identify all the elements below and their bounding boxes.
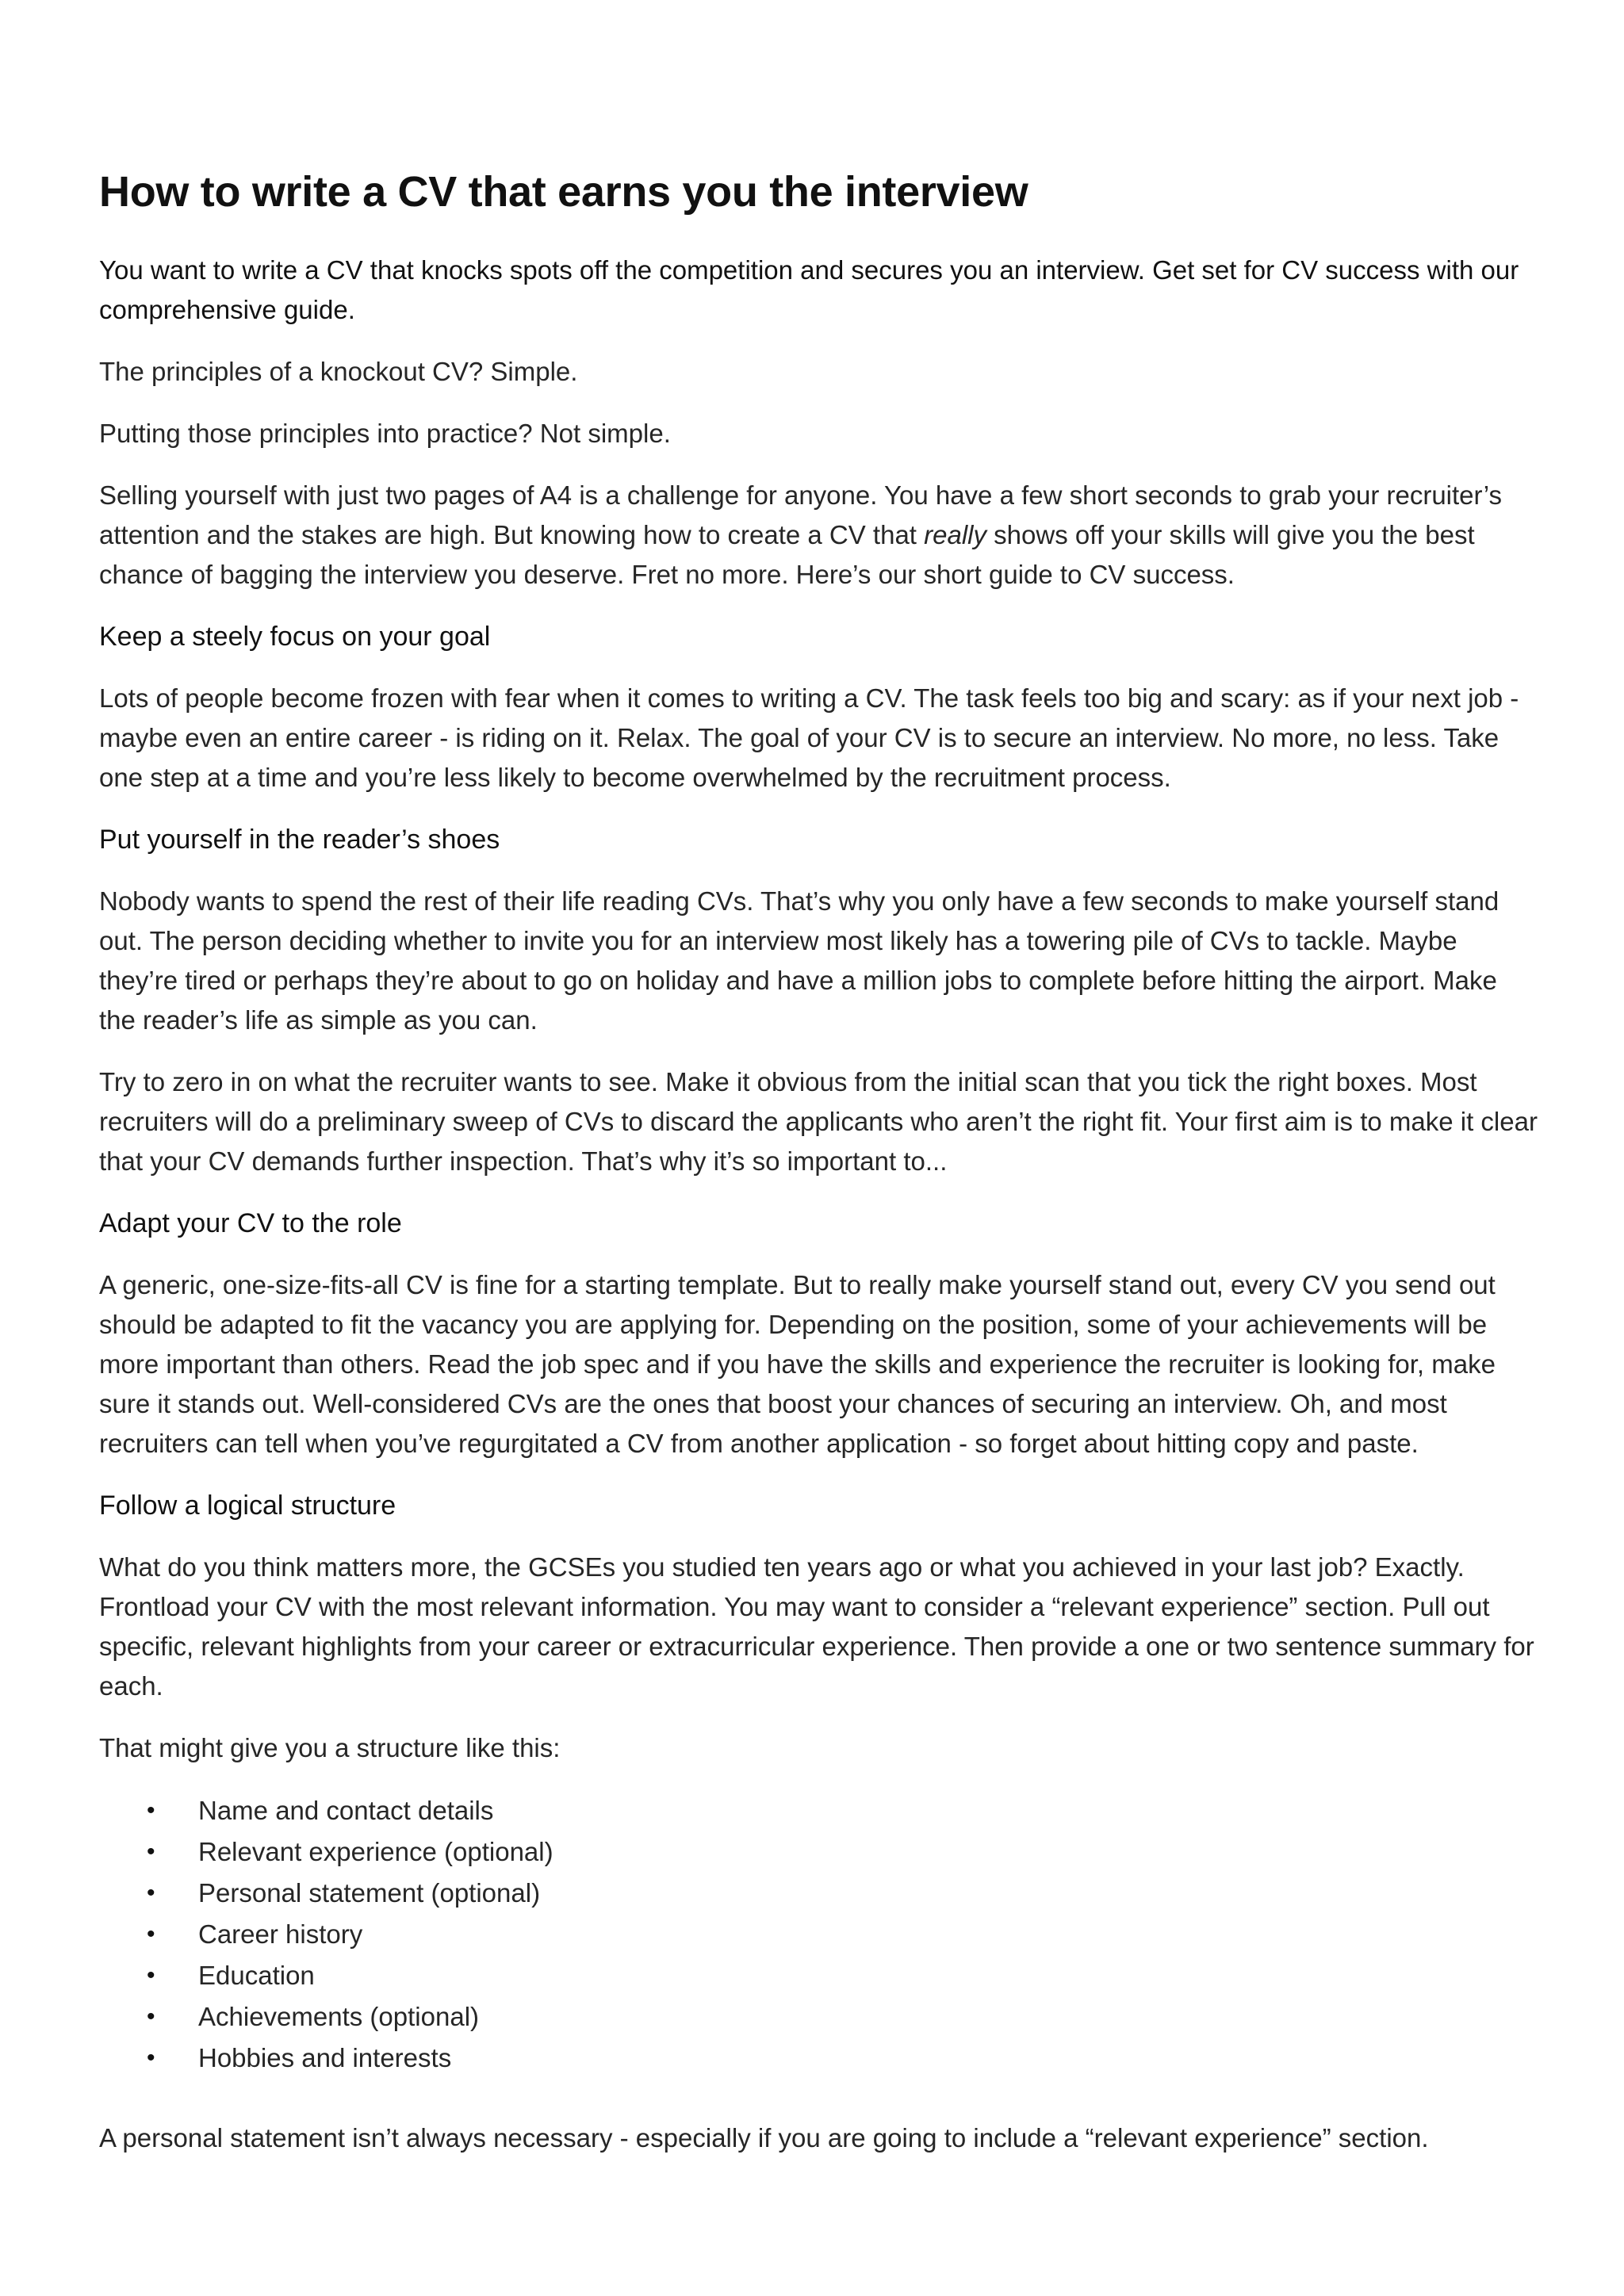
- section-goal-paragraph: Lots of people become frozen with fear when it comes to writing a CV. The task feels too big and scary: as if your next job - maybe even an entire career - is riding on it. Relax. The goal of your CV is to secure an interview. No more, no less. Take one step at a time and you’re less likely to become overwhelmed by the recruitment process.: [99, 683, 1519, 792]
- list-item: [99, 1996, 1538, 2038]
- section-structure-paragraph-1: What do you think matters more, the GCSEs you studied ten years ago or what you achieved in your last job? Exactly. Frontload your CV with the most relevant information. You may want to consider a “relevant experience” section. Pull out specific, relevant highlights from your career or extracurricular experience. Then provide a one or two sentence summary for each.: [99, 1552, 1534, 1701]
- bullet-icon: •: [147, 1880, 155, 1906]
- section-heading-structure: Follow a logical structure: [99, 1490, 396, 1521]
- bullet-icon: •: [147, 1962, 155, 1988]
- opening-p3-emphasis: really: [924, 520, 987, 549]
- bullet-icon: •: [147, 1797, 155, 1823]
- opening-p3-start: Selling yourself with just two pages of A4 is a challenge for anyone. You have a few short seconds to grab your recruiter’s attention and the stakes are high. But knowing how to create a CV that: [99, 480, 1502, 549]
- opening-p3-end: shows off your skills will give you the best chance of bagging the interview you deserve. Fret no more. Here’s our short guide to CV success.: [99, 520, 1475, 589]
- section-reader-paragraph-2: Try to zero in on what the recruiter wants to see. Make it obvious from the initial scan that you tick the right boxes. Most recruiters will do a preliminary sweep of CVs to discard the applicants who aren’t the right fit. Your first aim is to make it clear that your CV demands further inspection. That’s why it’s so important to...: [99, 1067, 1538, 1176]
- bullet-icon: •: [147, 1921, 155, 1947]
- list-item-label: Name and contact details: [198, 1796, 494, 1825]
- section-heading-adapt: Adapt your CV to the role: [99, 1208, 402, 1238]
- bullet-icon: •: [147, 2045, 155, 2071]
- list-item: [99, 1914, 1538, 1955]
- closing-paragraph: A personal statement isn’t always necessary - especially if you are going to include a “relevant experience” section.: [99, 2123, 1429, 2152]
- section-structure-paragraph-2: That might give you a structure like this:: [99, 1733, 561, 1762]
- opening-paragraph-3: [99, 476, 1538, 595]
- bullet-icon: •: [147, 1839, 155, 1865]
- section-reader-paragraph-1: Nobody wants to spend the rest of their life reading CVs. That’s why you only have a few seconds to make yourself stand out. The person deciding whether to invite you for an interview most likely has a towering pile of CVs to tackle. Maybe they’re tired or perhaps they’re about to go on holiday and have a million jobs to complete before hitting the airport. Make the reader’s life as simple as you can.: [99, 886, 1500, 1035]
- section-heading-goal: Keep a steely focus on your goal: [99, 622, 491, 652]
- list-item: [99, 1955, 1538, 1996]
- list-item-label: Relevant experience (optional): [198, 1837, 553, 1866]
- section-adapt-paragraph: A generic, one-size-fits-all CV is fine for a starting template. But to really make yourself stand out, every CV you send out should be adapted to fit the vacancy you are applying for. Depending on the position, some of your achievements will be more important than others. Read the job spec and if you have the skills and experience the recruiter is looking for, make sure it stands out. Well-considered CVs are the ones that boost your chances of securing an interview. Oh, and most recruiters can tell when you’ve regurgitated a CV from another application - so forget about hitting copy and paste.: [99, 1270, 1496, 1458]
- list-item-label: Hobbies and interests: [198, 2043, 452, 2072]
- bullet-icon: •: [147, 2003, 155, 2030]
- list-item: [99, 1790, 1538, 1831]
- page-title: How to write a CV that earns you the interview: [99, 168, 1028, 216]
- intro-paragraph: You want to write a CV that knocks spots off the competition and secures you an interview. Get set for CV success with our comprehensive guide.: [99, 255, 1519, 324]
- list-item: [99, 2038, 1538, 2079]
- list-item-label: Personal statement (optional): [198, 1878, 541, 1908]
- list-item-label: Education: [198, 1961, 315, 1990]
- document-page: [99, 166, 1538, 2180]
- list-item: [99, 1831, 1538, 1873]
- list-item-label: Achievements (optional): [198, 2002, 480, 2031]
- opening-paragraph-1: The principles of a knockout CV? Simple.: [99, 357, 578, 386]
- list-item: [99, 1873, 1538, 1914]
- list-item-label: Career history: [198, 1919, 363, 1949]
- section-heading-reader: Put yourself in the reader’s shoes: [99, 825, 500, 855]
- opening-paragraph-2: Putting those principles into practice? Not simple.: [99, 419, 671, 448]
- cv-structure-list: [99, 1790, 1538, 2079]
